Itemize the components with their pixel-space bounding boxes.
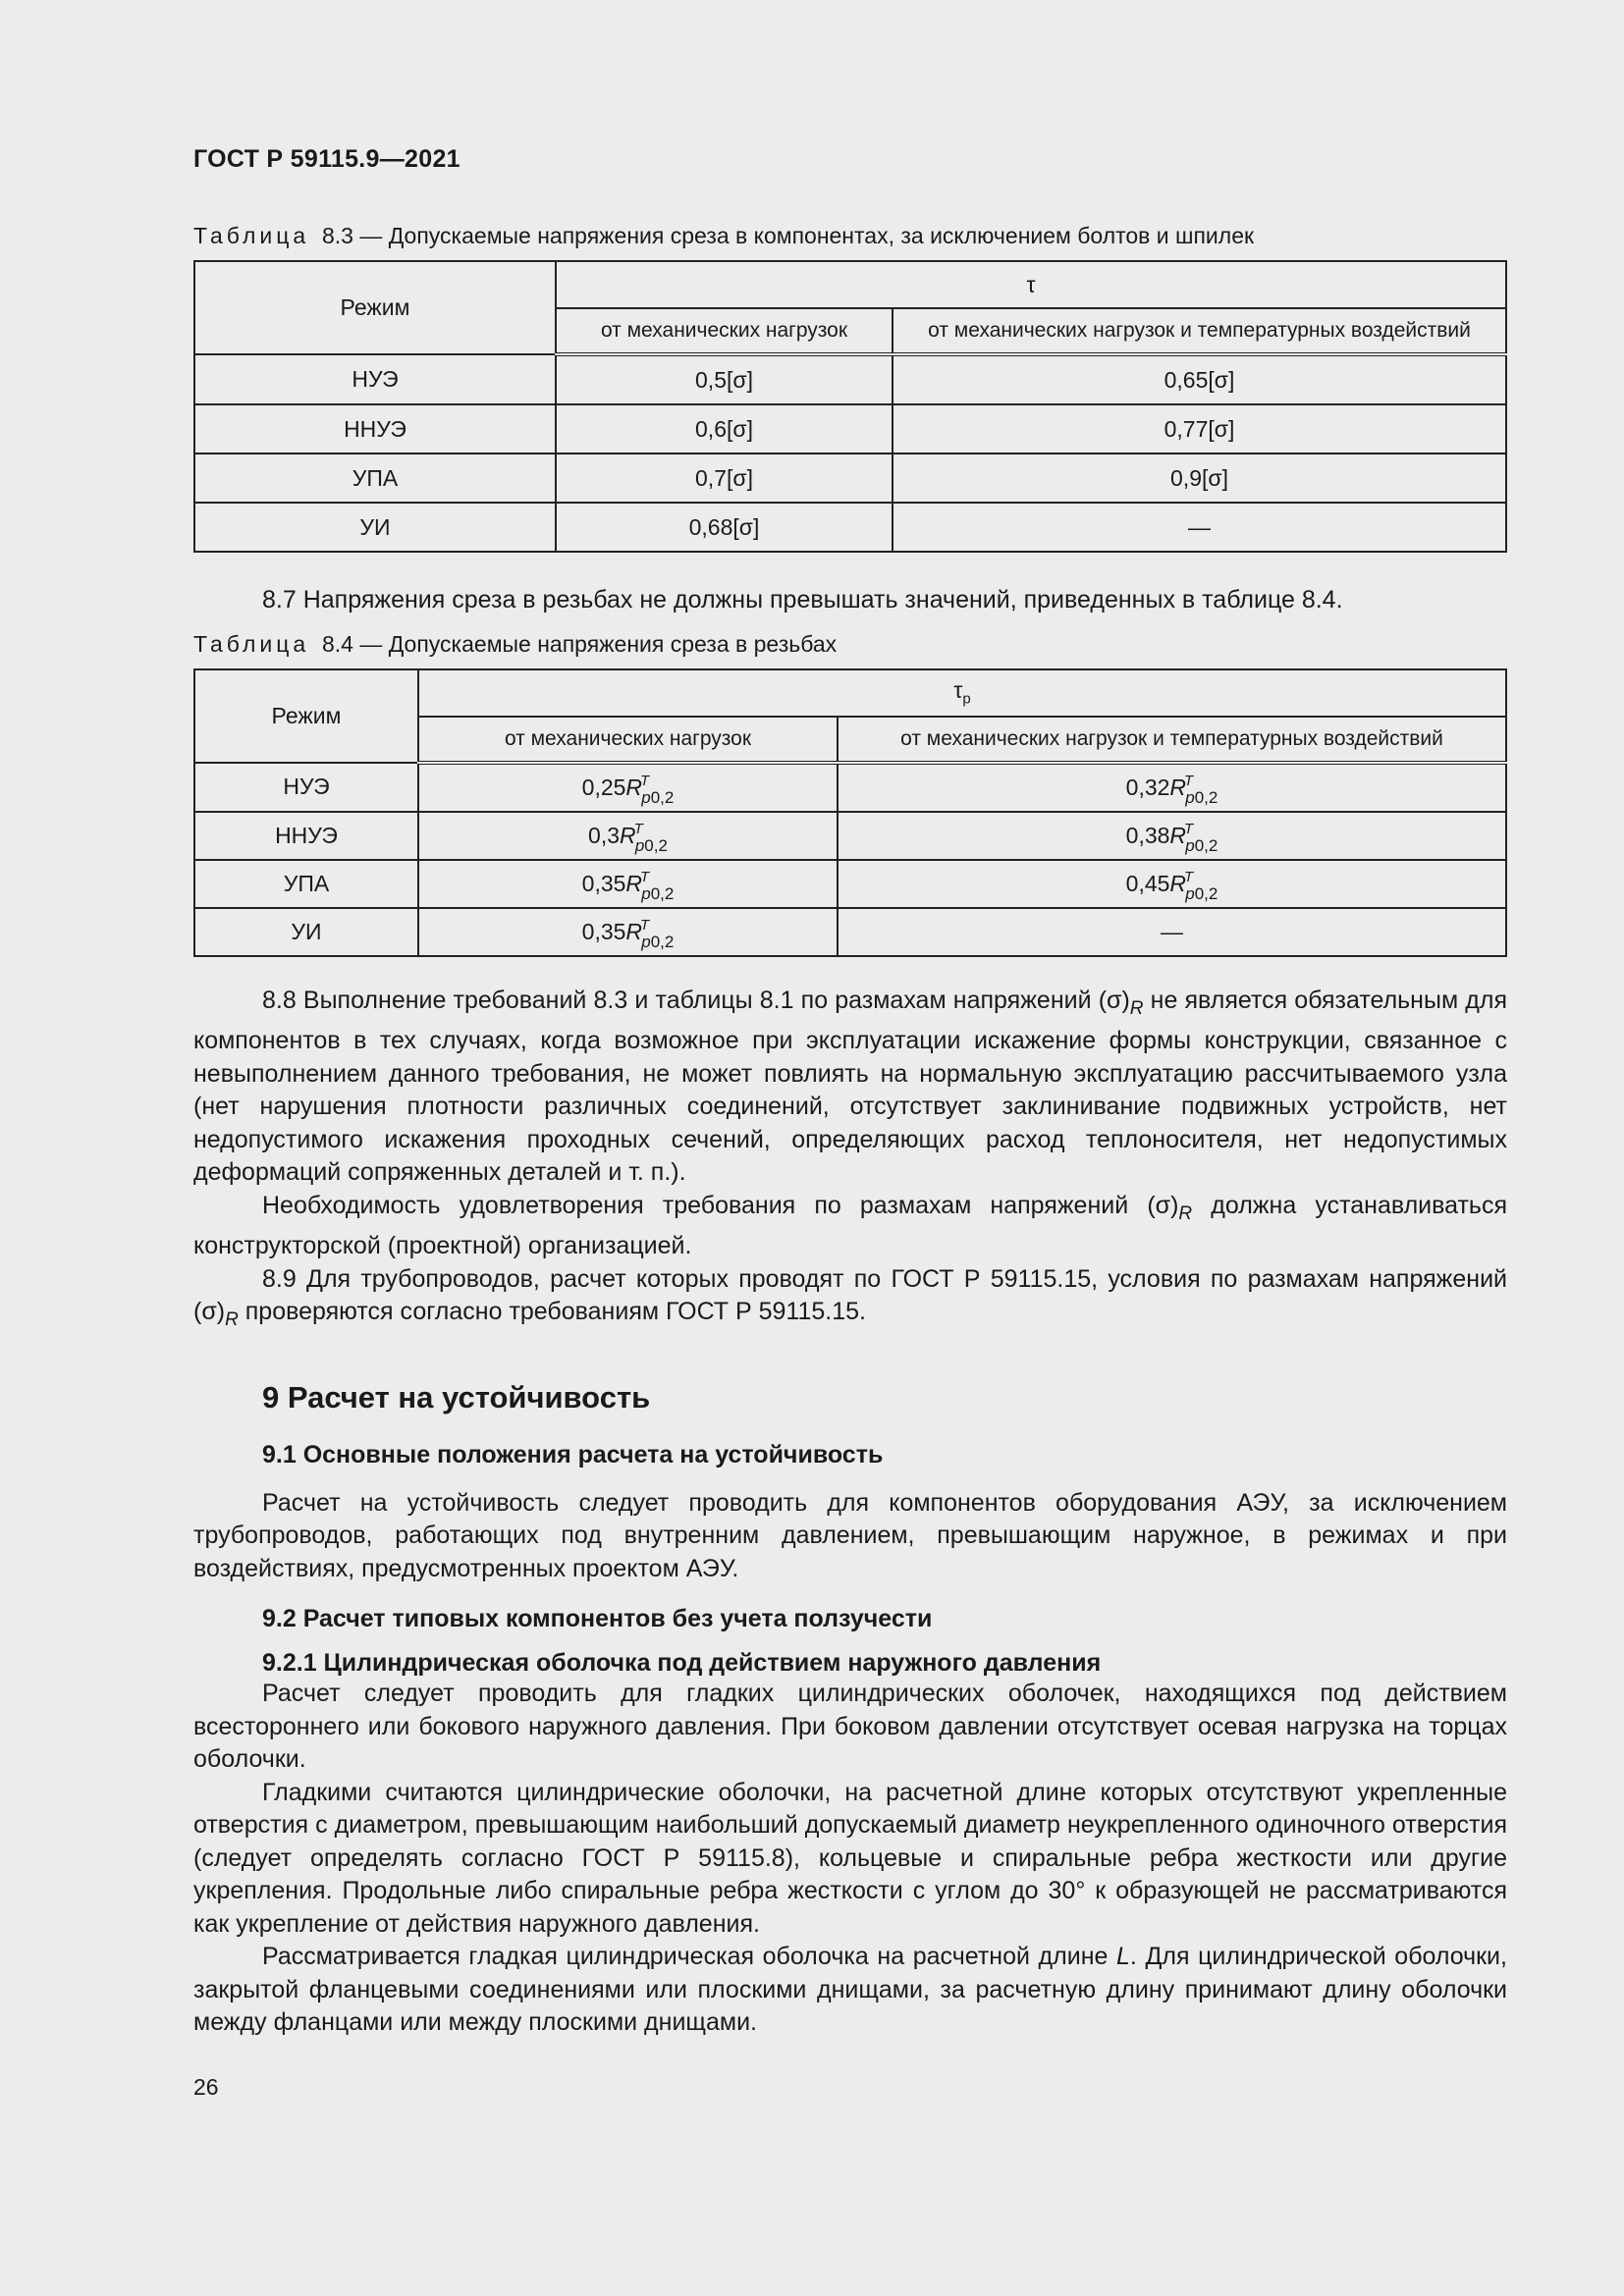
cell-mech-temp (838, 812, 1506, 860)
r-subscript-value: 0,2 (650, 932, 675, 951)
text-part: Необходимость удовлетворения требования по размахам напряжений (σ) (262, 1191, 1179, 1219)
r-symbol: R (620, 822, 636, 848)
coefficient: 0,38 (1125, 822, 1170, 848)
coefficient: 0,32 (1125, 774, 1170, 800)
cell-mech-temp (838, 860, 1506, 908)
table-8-3 (193, 260, 1507, 553)
r-subscript-value: 0,2 (644, 835, 668, 855)
header-mech: от механических нагрузок (556, 308, 893, 354)
cell-mode: ННУЭ (194, 404, 556, 454)
tau-symbol: τ (953, 677, 963, 704)
cell-mech-temp: — (893, 503, 1506, 552)
cell-mode: УИ (194, 503, 556, 552)
paragraph-8-7: 8.7 Напряжения среза в резьбах не должны превышать значений, приведенных в таблице 8.4. (262, 586, 1343, 614)
cell-mech-temp: 0,65[σ] (893, 354, 1506, 404)
text-part: не является обязательным для компонентов в тех случаях, когда возможное при эксплуатации искажение формы конструкции, связанное с невыполнением данного требования, не может повлиять на нормальную эксплуатацию рассчитываемого узла (нет нарушения плотности различных соединений, отсутствует заклинивание подвижных устройств, нет недопустимого искажения проходных сечений, определяющих расход теплоносителя, нет недопустимых деформаций сопряженных деталей и т. п.). (193, 986, 1507, 1186)
header-mech: от механических нагрузок (418, 717, 838, 763)
symbol-l: L (1116, 1943, 1130, 1970)
cell-mech: 0,68[σ] (556, 503, 893, 552)
subsection-9-1-heading: 9.1 Основные положения расчета на устойчивость (262, 1440, 884, 1468)
header-mech-temp: от механических нагрузок и температурных воздействий (838, 717, 1506, 763)
cell-mode: УПА (194, 860, 418, 908)
paragraph-9-2-1-a: Расчет следует проводить для гладких цилиндрических оболочек, находящихся под действием всестороннего или бокового наружного давления. При боковом давлении отсутствует осевая нагрузка на торцах оболочки. (193, 1680, 1507, 1773)
subsection-9-2-heading: 9.2 Расчет типовых компонентов без учета ползучести (262, 1605, 933, 1632)
r-superscript: T (1184, 820, 1194, 837)
r-superscript: T (640, 772, 650, 789)
coefficient: 0,35 (581, 870, 626, 896)
table-8-4 (193, 668, 1507, 957)
table-caption-word: Таблица (193, 223, 310, 248)
r-symbol: R (1169, 822, 1187, 848)
r-symbol: R (625, 870, 643, 896)
subsection-9-2-1-heading: 9.2.1 Цилиндрическая оболочка под действием наружного давления (262, 1649, 1102, 1677)
table-row (194, 812, 1506, 860)
text-part: . Для цилиндрической оболочки, закрытой фланцевыми соединениями или плоскими днищами, за расчетную длину принимают длину оболочки между фланцами или между плоскими днищами. (193, 1943, 1507, 2036)
section-9-heading: 9 Расчет на устойчивость (262, 1379, 651, 1415)
r-symbol: R (625, 774, 643, 800)
r-subscript-value: 0,2 (650, 787, 675, 807)
cell-mode: УИ (194, 908, 418, 956)
header-mode: Режим (194, 669, 418, 763)
page-number: 26 (193, 2074, 219, 2100)
table-row (194, 763, 1506, 812)
cell-mode: НУЭ (194, 354, 556, 404)
table-row (194, 354, 1506, 404)
paragraph-8-9 (193, 1263, 1507, 1337)
table-row (194, 454, 1506, 503)
cell-mech-temp (838, 763, 1506, 812)
r-subscript-p: p (641, 883, 651, 903)
coefficient: 0,45 (1125, 870, 1170, 896)
header-mode: Режим (194, 261, 556, 354)
r-symbol: R (1169, 870, 1187, 896)
r-subscript (1185, 788, 1218, 807)
cell-mech-temp: — (838, 908, 1506, 956)
header-mech-temp: от механических нагрузок и температурных воздействий (893, 308, 1506, 354)
r-superscript: T (1184, 868, 1194, 885)
subscript-r: R (1129, 997, 1144, 1019)
cell-mode: УПА (194, 454, 556, 503)
table-row (194, 503, 1506, 552)
cell-mech: 0,6[σ] (556, 404, 893, 454)
r-subscript (641, 788, 674, 807)
paragraph-9-1: Расчет на устойчивость следует проводить для компонентов оборудования АЭУ, за исключением трубопроводов, работающих под внутренним давлением, превышающим наружное, в режимах и при воздействиях, предусмотренных проектом АЭУ. (193, 1488, 1507, 1582)
r-subscript-p: p (1185, 883, 1195, 903)
coefficient: 0,3 (588, 822, 621, 848)
table-row (194, 860, 1506, 908)
r-subscript (1185, 836, 1218, 855)
r-subscript (641, 933, 674, 951)
paragraph-8-8-cont (193, 1190, 1507, 1263)
r-subscript-value: 0,2 (650, 883, 675, 903)
table-8-3-caption (193, 223, 1507, 249)
cell-mech (418, 812, 838, 860)
r-superscript: T (640, 916, 650, 934)
text-part: 8.9 Для трубопроводов, расчет которых проводят по ГОСТ Р 59115.15, условия по размахам напряжений (σ) (193, 1264, 1507, 1325)
header-tau: τ (556, 261, 1506, 308)
cell-mech (418, 763, 838, 812)
table-row (194, 404, 1506, 454)
r-superscript: T (633, 820, 643, 837)
document-id: ГОСТ Р 59115.9—2021 (193, 145, 460, 173)
subscript-r: R (225, 1309, 239, 1330)
r-symbol: R (625, 918, 643, 944)
cell-mech: 0,7[σ] (556, 454, 893, 503)
table-row (194, 908, 1506, 956)
r-subscript (1185, 884, 1218, 903)
coefficient: 0,35 (581, 918, 626, 944)
r-subscript (635, 836, 668, 855)
text-part: проверяются согласно требованиям ГОСТ Р 59115.15. (238, 1298, 866, 1325)
table-caption-text: 8.4 — Допускаемые напряжения среза в резьбах (321, 630, 838, 657)
cell-mode: ННУЭ (194, 812, 418, 860)
table-8-4-caption (193, 631, 1507, 658)
r-subscript-p: p (641, 932, 651, 951)
table-caption-text: 8.3 — Допускаемые напряжения среза в компонентах, за исключением болтов и шпилек (321, 223, 1255, 248)
cell-mech (418, 860, 838, 908)
text-part: должна устанавливаться конструкторской (проектной) организацией. (193, 1191, 1507, 1259)
text-part: 8.8 Выполнение требований 8.3 и таблицы 8.1 по размахам напряжений (σ) (262, 986, 1130, 1014)
r-subscript-p: p (634, 835, 645, 855)
tau-subscript: p (962, 690, 971, 708)
cell-mech-temp: 0,9[σ] (893, 454, 1506, 503)
r-subscript-p: p (1185, 787, 1195, 807)
r-superscript: T (1184, 772, 1194, 789)
paragraph-9-2-1-c (193, 1941, 1507, 2040)
header-tau-p (418, 669, 1506, 717)
table-caption-word: Таблица (193, 630, 310, 657)
document-page (193, 145, 1507, 2040)
r-subscript-p: p (1185, 835, 1195, 855)
cell-mech (418, 908, 838, 956)
cell-mech-temp: 0,77[σ] (893, 404, 1506, 454)
text-part: Рассматривается гладкая цилиндрическая оболочка на расчетной длине (262, 1943, 1116, 1970)
cell-mode: НУЭ (194, 763, 418, 812)
paragraph-9-2-1-b: Гладкими считаются цилиндрические оболочки, на расчетной длине которых отсутствуют укрепленные отверстия с диаметром, превышающим наибольший допускаемый диаметр неукрепленного одиночного отверстия (следует определять согласно ГОСТ Р 59115.8), кольцевые и спиральные ребра жесткости или другие укрепления. Продольные либо спиральные ребра жесткости с углом до 30° к образующей не рассматриваются как укрепление от действия наружного давления. (193, 1778, 1507, 1938)
cell-mech: 0,5[σ] (556, 354, 893, 404)
r-subscript-value: 0,2 (1194, 835, 1218, 855)
r-subscript (641, 884, 674, 903)
r-superscript: T (640, 868, 650, 885)
paragraph-8-8 (193, 985, 1507, 1190)
coefficient: 0,25 (581, 774, 626, 800)
r-subscript-value: 0,2 (1194, 883, 1218, 903)
r-symbol: R (1169, 774, 1187, 800)
r-subscript-value: 0,2 (1194, 787, 1218, 807)
subscript-r: R (1178, 1202, 1193, 1224)
r-subscript-p: p (641, 787, 651, 807)
